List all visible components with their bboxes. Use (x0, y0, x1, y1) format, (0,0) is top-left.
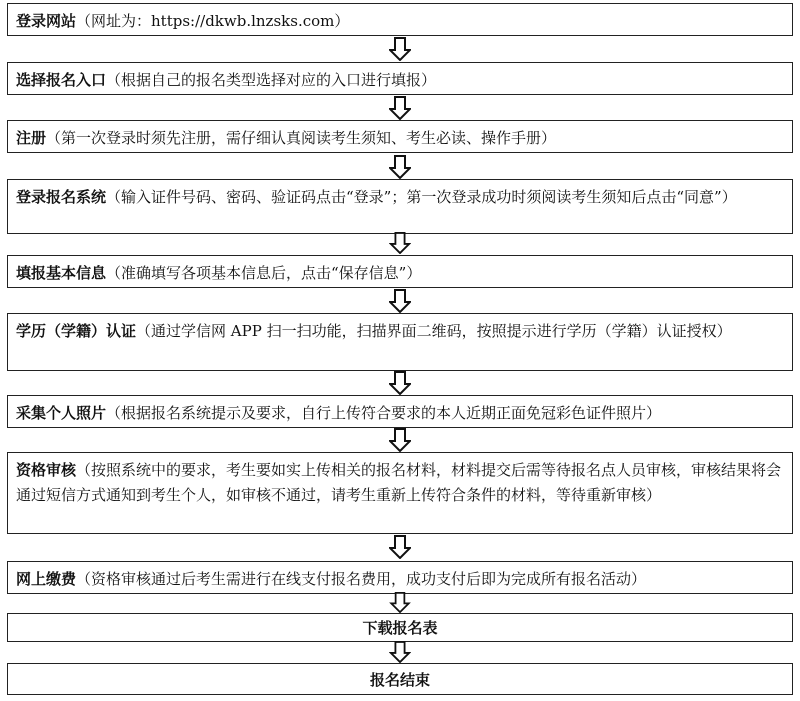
step-title: 注册 (16, 129, 47, 147)
down-arrow-icon (389, 371, 411, 395)
step-box-basic-info (7, 255, 793, 288)
down-arrow-icon (389, 592, 411, 613)
down-arrow-icon (389, 428, 411, 452)
step-desc: （资格审核通过后考生需进行在线支付报名费用，成功支付后即为完成所有报名活动） (76, 570, 647, 588)
step-box-download-form (7, 613, 793, 642)
step-title: 资格审核 (16, 461, 77, 479)
step-desc: （输入证件号码、密码、验证码点击“登录”；第一次登录成功时须阅读考生须知后点击“同意”） (106, 188, 737, 206)
step-title: 登录报名系统 (16, 188, 107, 206)
step-title: 选择报名入口 (16, 71, 107, 89)
down-arrow-icon (389, 641, 411, 663)
step-title: 采集个人照片 (16, 404, 107, 422)
down-arrow-icon (389, 96, 411, 120)
step-title: 填报基本信息 (16, 264, 107, 282)
down-arrow-icon (389, 232, 411, 254)
down-arrow-icon (389, 155, 411, 179)
down-arrow-icon (389, 289, 411, 313)
step-box-education-auth (7, 313, 793, 371)
step-desc: （通过学信网 APP 扫一扫功能，扫描界面二维码，按照提示进行学历（学籍）认证授权） (136, 322, 732, 340)
step-title: 学历（学籍）认证 (16, 322, 137, 340)
step-desc: （网址为：https://dkwb.lnzsks.com） (76, 12, 350, 30)
step-desc: （根据自己的报名类型选择对应的入口进行填报） (106, 71, 437, 89)
step-box-qualification-review (7, 452, 793, 534)
step-title: 下载报名表 (362, 619, 438, 637)
step-box-photo (7, 395, 793, 428)
down-arrow-icon (389, 535, 411, 559)
down-arrow-icon (389, 37, 411, 61)
step-desc: （根据报名系统提示及要求，自行上传符合要求的本人近期正面免冠彩色证件照片） (106, 404, 662, 422)
step-desc: （准确填写各项基本信息后，点击“保存信息”） (106, 264, 422, 282)
step-box-select-entry (7, 62, 793, 95)
step-desc: （按照系统中的要求，考生要如实上传相关的报名材料，材料提交后需等待报名点人员审核，审核结果将会通过短信方式通知到考生个人，如审核不通过，请考生重新上传符合条件的材料，等待重新审核） (16, 461, 782, 504)
step-desc: （第一次登录时须先注册，需仔细认真阅读考生须知、考生必读、操作手册） (46, 129, 557, 147)
step-box-payment (7, 561, 793, 594)
step-box-register (7, 120, 793, 153)
step-title: 报名结束 (369, 670, 430, 689)
step-title: 网上缴费 (16, 570, 77, 588)
step-box-end (7, 663, 793, 695)
step-box-login-system (7, 179, 793, 234)
step-title: 登录网站 (16, 12, 77, 30)
step-box-login-site (7, 3, 793, 36)
